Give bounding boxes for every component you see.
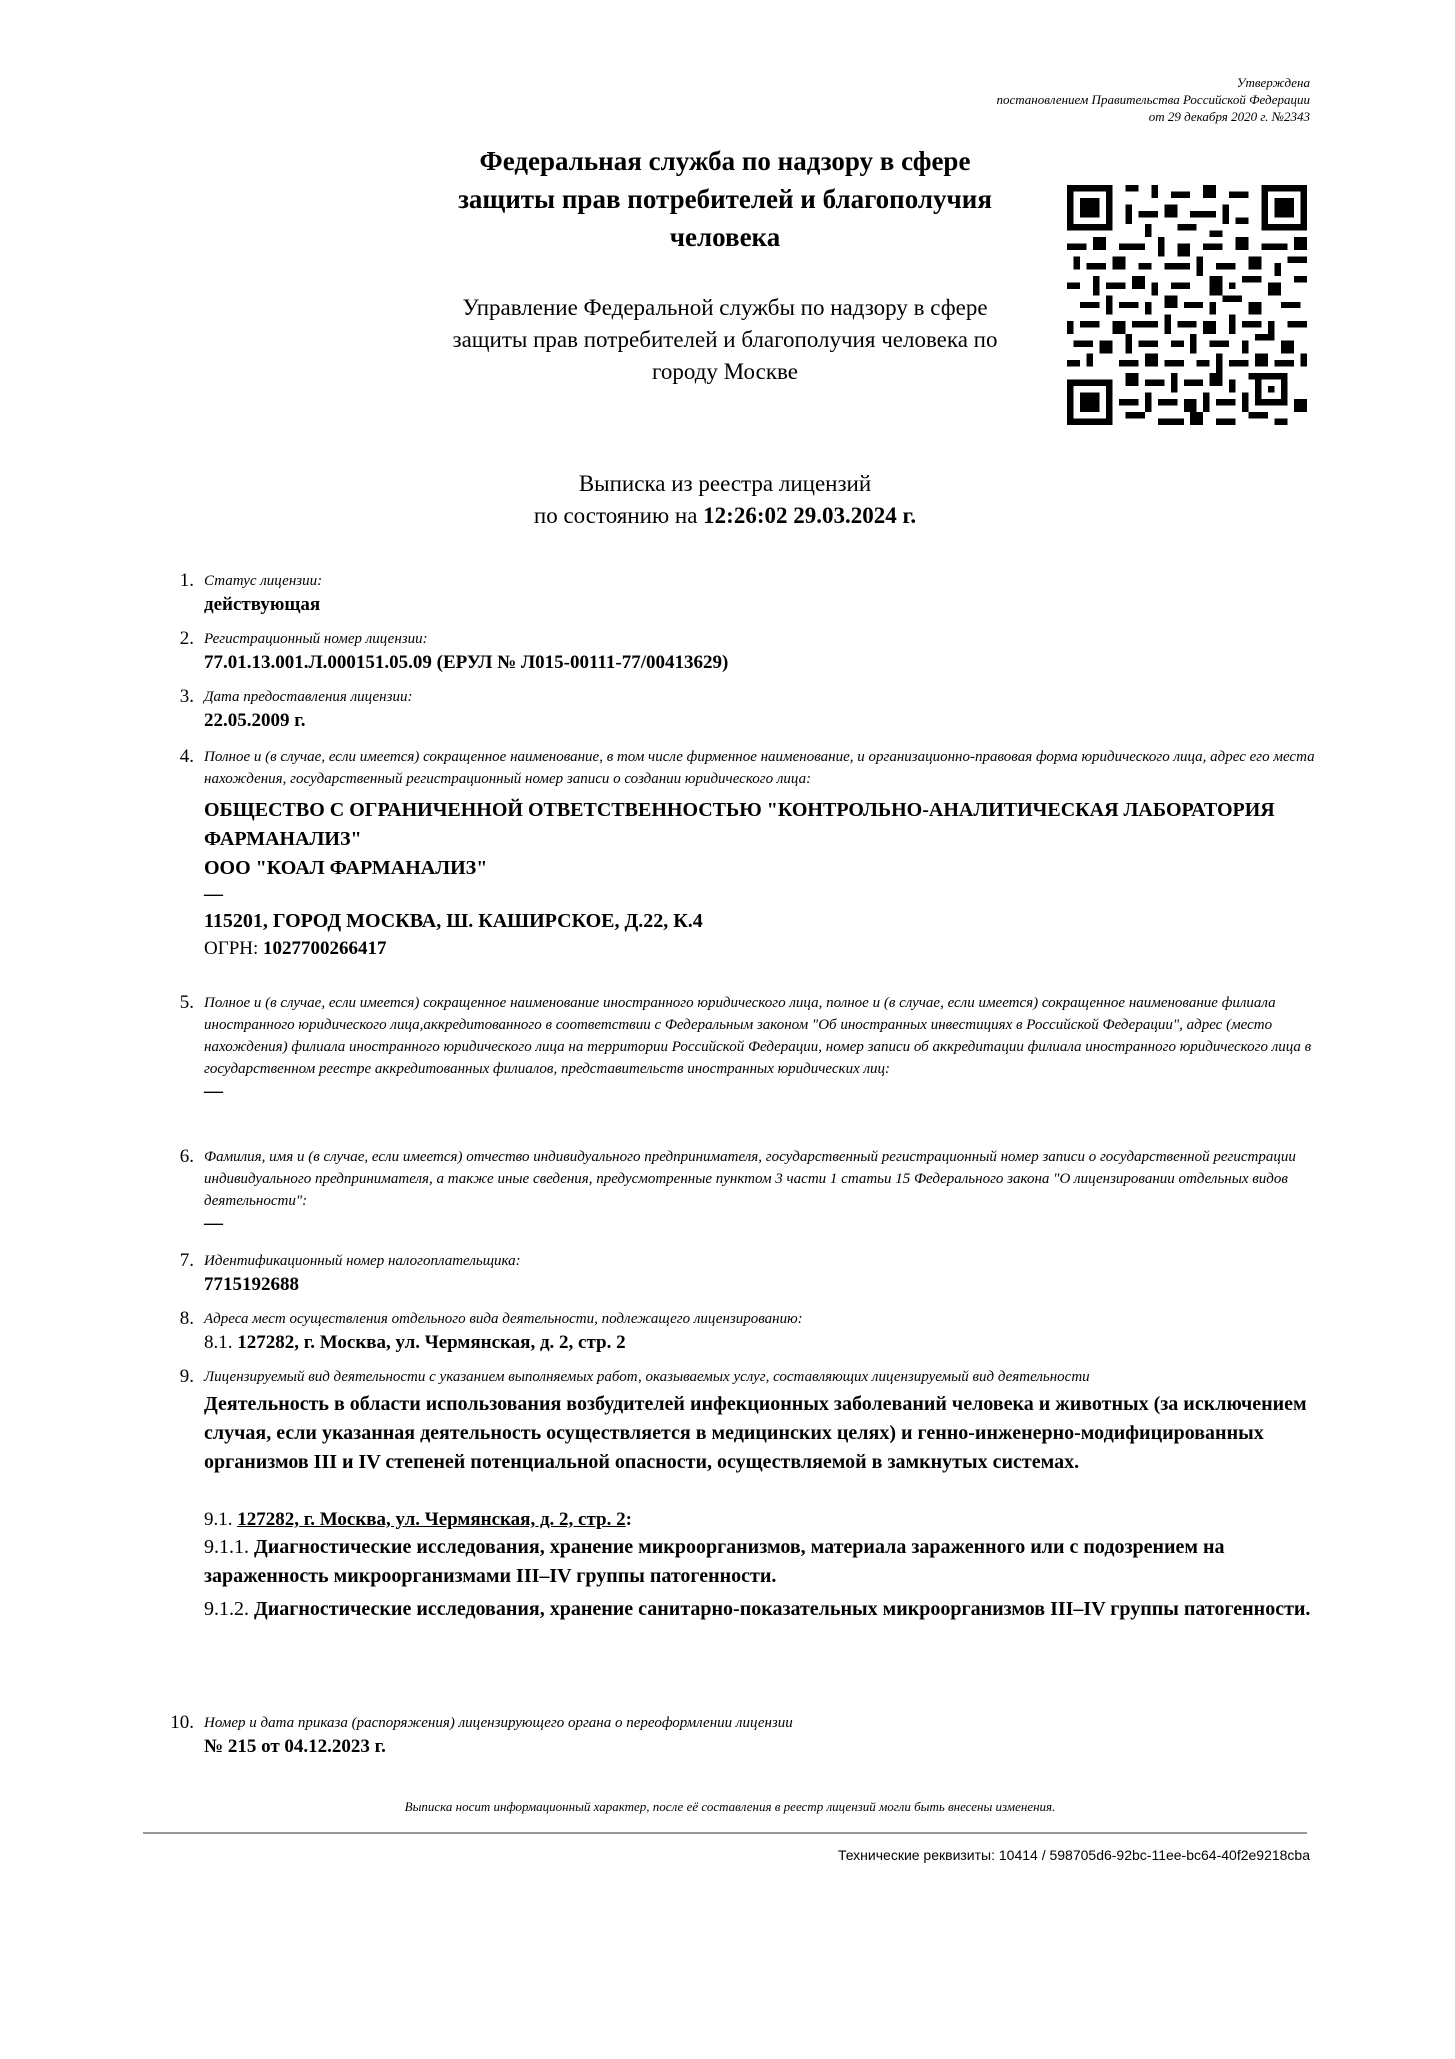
approval-line-1: Утверждена xyxy=(1236,75,1310,90)
work-item-2 xyxy=(204,1595,1318,1624)
reissue-order-value: № 215 от 04.12.2023 г. xyxy=(204,1736,386,1757)
sub-number: 9.1. xyxy=(204,1509,233,1530)
item-individual-entrepreneur xyxy=(158,1146,1318,1236)
item-number: 5. xyxy=(179,992,194,1013)
item-number: 7. xyxy=(179,1250,194,1271)
item-label: Полное и (в случае, если имеется) сокращенное наименование, в том числе фирменное наименование, и организационно-правовая форма юридического лица, адрес его места нахождения, государственный регистрационный номер записи о создании юридического лица: xyxy=(204,749,1315,787)
item-label: Номер и дата приказа (распоряжения) лицензирующего органа о переоформлении лицензии xyxy=(204,1715,793,1731)
item-label: Идентификационный номер налогоплательщика: xyxy=(204,1253,521,1269)
item-label: Статус лицензии: xyxy=(204,573,323,589)
agency-subtitle: Управление Федеральной службы по надзору в сфере защиты прав потребителей и благополучия человека по городу Москве xyxy=(452,295,998,384)
footer-divider xyxy=(143,1832,1307,1834)
work-item-2-text: Диагностические исследования, хранение санитарно-показательных микроорганизмов III–IV группы патогенности. xyxy=(254,1598,1311,1620)
company-short-name: ООО "КОАЛ ФАРМАНАЛИЗ" xyxy=(204,857,488,879)
item-number: 6. xyxy=(179,1146,194,1167)
extract-date-line xyxy=(430,500,1020,532)
work-item-1 xyxy=(204,1533,1318,1591)
work-address-value: 127282, г. Москва, ул. Чермянская, д. 2, стр. 2 xyxy=(237,1509,626,1530)
approval-line-3: от 29 декабря 2020 г. №2343 xyxy=(1148,109,1310,124)
sub-number: 9.1.2. xyxy=(204,1598,249,1620)
approval-line-2: постановлением Правительства Российской Федерации xyxy=(996,92,1310,107)
extract-heading xyxy=(430,468,1020,532)
empty-value-dash: — xyxy=(204,1213,223,1234)
item-number: 8. xyxy=(179,1308,194,1329)
agency-title: Федеральная служба по надзору в сфере защиты прав потребителей и благополучия человека xyxy=(458,146,992,252)
ogrn-line xyxy=(204,936,1318,962)
ogrn-label: ОГРН: xyxy=(204,938,259,959)
sub-number: 9.1.1. xyxy=(204,1536,249,1558)
extract-datetime: 12:26:02 29.03.2024 г. xyxy=(703,503,917,528)
extract-date-prefix: по состоянию на xyxy=(533,503,698,528)
item-reissue-order xyxy=(158,1712,1318,1760)
activity-address-line xyxy=(204,1330,1318,1356)
item-number: 2. xyxy=(179,628,194,649)
license-date-value: 22.05.2009 г. xyxy=(204,710,306,731)
empty-value-dash: — xyxy=(204,1081,223,1102)
work-address-colon: : xyxy=(625,1509,632,1530)
item-registration-number xyxy=(158,628,1318,676)
company-full-name: ОБЩЕСТВО С ОГРАНИЧЕННОЙ ОТВЕТСТВЕННОСТЬЮ "КОНТРОЛЬНО-АНАЛИТИЧЕСКАЯ ЛАБОРАТОРИЯ ФАРМАНАЛИЗ" xyxy=(204,799,1275,850)
licensed-activity-value: Деятельность в области использования возбудителей инфекционных заболеваний человека и животных (за исключением случая, если указанная деятельность осуществляется в медицинских целях) и генно-инженерно-модифицированных организмов III и IV степеней потенциальной опасности, осуществляемой в замкнутых системах. xyxy=(204,1393,1307,1473)
sub-number: 8.1. xyxy=(204,1332,233,1353)
item-foreign-entity xyxy=(158,992,1318,1104)
item-label: Полное и (в случае, если имеется) сокращенное наименование иностранного юридического лица, полное и (в случае, если имеется) сокращенное наименование филиала иностранного юридического лица,аккредитованного в соответствии с Федеральным законом "Об иностранных инвестициях в Российской Федерации", адрес (место нахождения) филиала иностранного юридического лица на территории Российской Федерации, номер записи об аккредитации филиала иностранного юридического лица в государственном реестре аккредитованных филиалов, представительств иностранных юридических лиц: xyxy=(204,995,1312,1077)
item-number: 10. xyxy=(170,1712,194,1733)
ogrn-value: 1027700266417 xyxy=(263,938,387,959)
approval-note xyxy=(790,74,1310,125)
item-label: Лицензируемый вид деятельности с указанием выполняемых работ, оказываемых услуг, составляющих лицензируемый вид деятельности xyxy=(204,1369,1090,1385)
item-legal-entity xyxy=(158,746,1318,962)
registration-number-value: 77.01.13.001.Л.000151.05.09 (ЕРУЛ № Л015-00111-77/00413629) xyxy=(204,652,729,673)
inn-value: 7715192688 xyxy=(204,1274,299,1295)
item-label: Дата предоставления лицензии: xyxy=(204,689,413,705)
item-number: 4. xyxy=(179,746,194,767)
company-address: 115201, ГОРОД МОСКВА, Ш. КАШИРСКОЕ, Д.22, К.4 xyxy=(204,910,703,932)
item-inn xyxy=(158,1250,1318,1298)
work-item-1-text: Диагностические исследования, хранение микроорганизмов, материала зараженного или с подозрением на зараженность микроорганизмами III–IV группы патогенности. xyxy=(204,1536,1225,1587)
extract-title: Выписка из реестра лицензий xyxy=(578,471,872,496)
activity-address-value: 127282, г. Москва, ул. Чермянская, д. 2, стр. 2 xyxy=(237,1332,626,1353)
item-number: 1. xyxy=(179,570,194,591)
item-license-date xyxy=(158,686,1318,734)
item-number: 9. xyxy=(179,1366,194,1387)
item-licensed-activity xyxy=(158,1366,1318,1624)
item-number: 3. xyxy=(179,686,194,707)
license-status-value: действующая xyxy=(204,594,321,615)
qr-code-icon xyxy=(1067,185,1307,425)
item-label: Адреса мест осуществления отдельного вида деятельности, подлежащего лицензированию: xyxy=(204,1311,803,1327)
info-disclaimer: Выписка носит информационный характер, после её составления в реестр лицензий могли быть внесены изменения. xyxy=(404,1799,1056,1814)
empty-value-dash: — xyxy=(204,884,223,905)
item-license-status xyxy=(158,570,1318,618)
item-label: Регистрационный номер лицензии: xyxy=(204,631,428,647)
item-label: Фамилия, имя и (в случае, если имеется) отчество индивидуального предпринимателя, государственный регистрационный номер записи о государственной регистрации индивидуального предпринимателя, а также иные сведения, предусмотренные пунктом 3 части 1 статьи 15 Федерального закона "О лицензировании отдельных видов деятельности": xyxy=(204,1149,1296,1209)
work-address-line xyxy=(204,1507,1318,1533)
item-activity-addresses xyxy=(158,1308,1318,1356)
technical-details: Технические реквизиты: 10414 / 598705d6-92bc-11ee-bc64-40f2e9218cba xyxy=(837,1847,1310,1863)
